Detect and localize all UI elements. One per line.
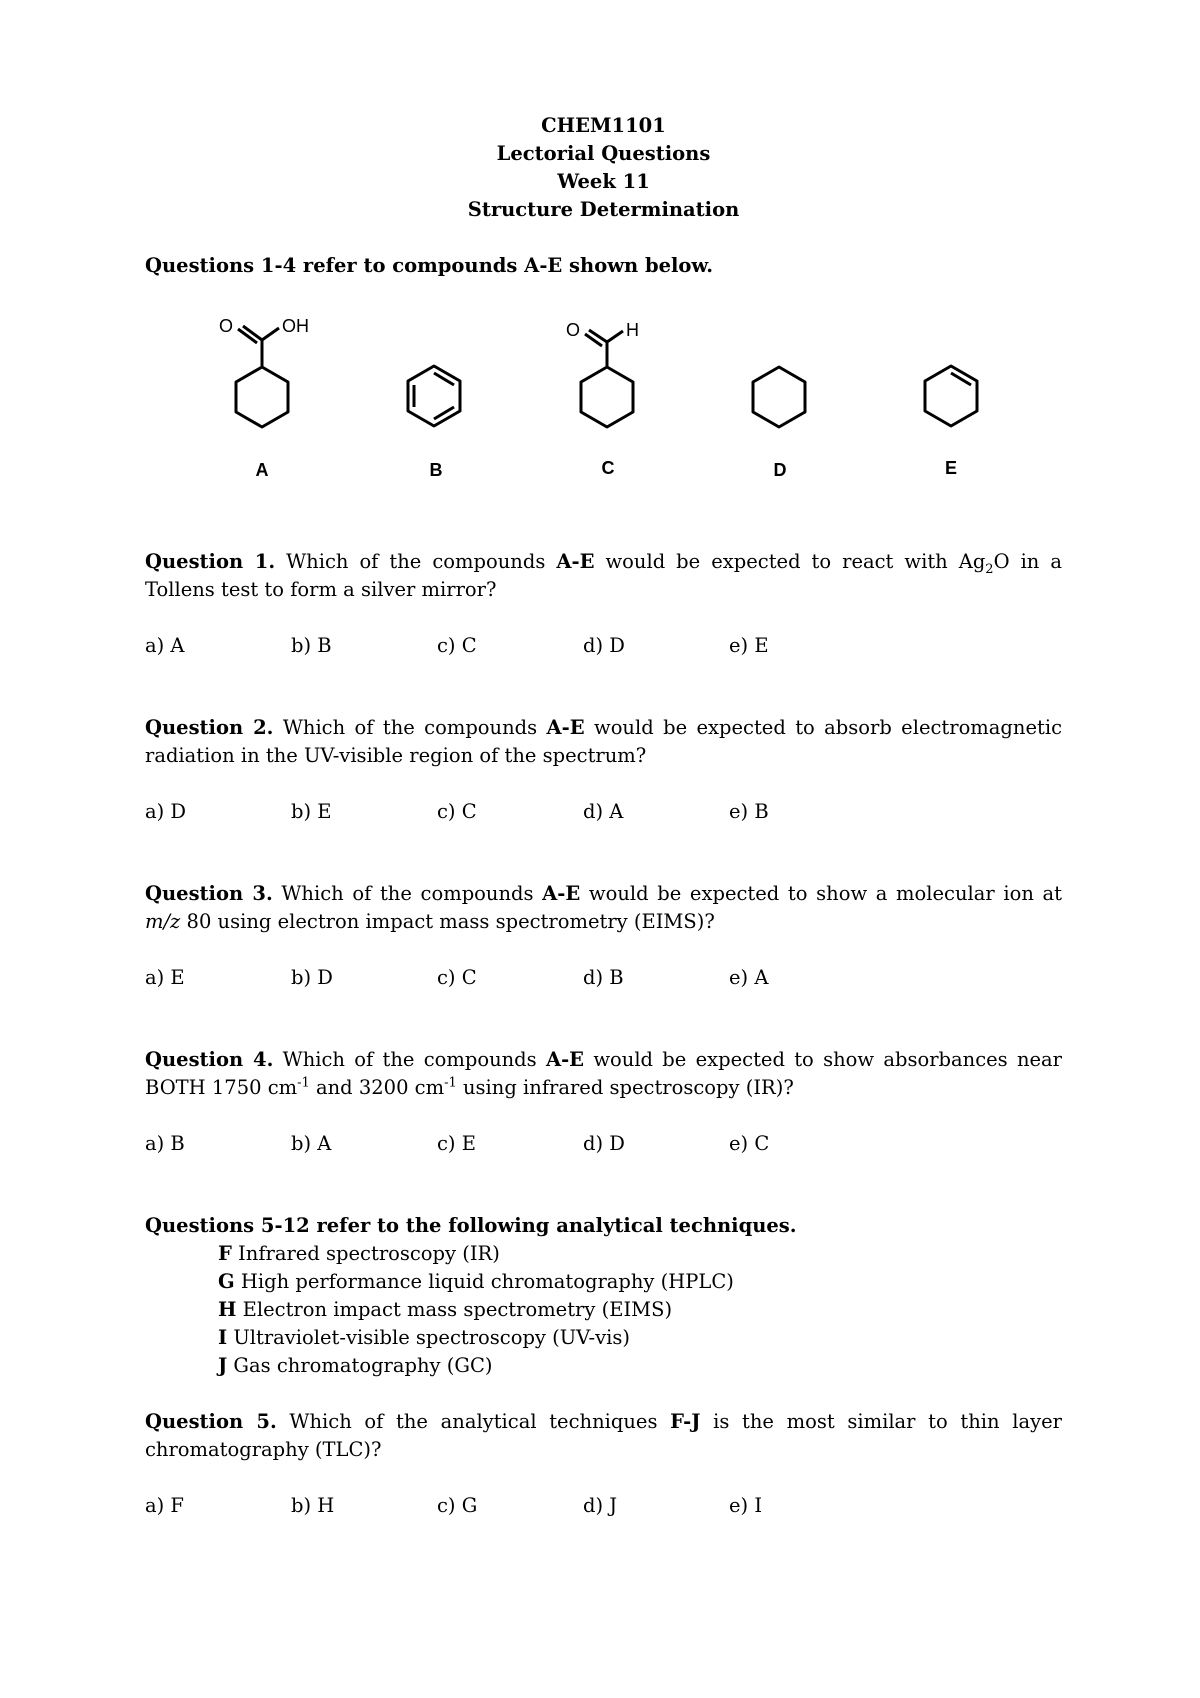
compound-label-a: A [255,460,269,480]
compound-a-structure [236,326,288,427]
question-1-text-2: would be expected to react with Ag [594,550,986,573]
question-3-text-2: would be expected to show a molecular ion at [580,882,1063,905]
technique-letter: H [218,1298,237,1321]
question-4-text: Which of the compounds [273,1048,546,1071]
question-1-heading: Question 1. [145,550,276,573]
compound-b-structure [408,366,460,426]
technique-letter: F [218,1242,232,1265]
compound-c-structure [581,330,633,427]
technique-name: Electron impact mass spectrometry (EIMS) [236,1298,673,1321]
technique-list [218,1240,1062,1380]
option-b[interactable]: b) A [291,1132,332,1155]
question-3 [145,880,1062,936]
technique-name: Infrared spectroscopy (IR) [231,1242,500,1265]
question-4-text-3: and 3200 cm [309,1076,445,1099]
document-page [145,112,1062,1520]
question-1-ref: A-E [556,550,595,573]
compound-c-oxygen: O [566,320,581,340]
compound-e-structure [925,366,977,426]
option-d[interactable]: d) A [583,800,624,823]
document-header [145,112,1062,224]
technique-name: Gas chromatography (GC) [227,1354,493,1377]
question-2-text: Which of the compounds [273,716,547,739]
question-1-text-3: O in a Tollens test to form a silver mirror? [145,550,1063,601]
compound-d-structure [753,367,805,427]
question-2 [145,714,1062,770]
question-2-text-2: would be expected to absorb electromagnetic radiation in the UV-visible region of the spectrum? [145,716,1062,767]
option-a[interactable]: a) F [145,1494,184,1517]
compound-a-oxygen: O [219,316,234,336]
question-3-ref: A-E [542,882,581,905]
option-a[interactable]: a) D [145,800,187,823]
question-5-text: Which of the analytical techniques [276,1410,671,1433]
question-4-superscript-1: -1 [297,1075,310,1091]
option-b[interactable]: b) B [291,634,332,657]
compound-label-b: B [429,460,443,480]
question-3-text: Which of the compounds [272,882,543,905]
section1-intro: Questions 1-4 refer to compounds A-E shown below. [145,254,714,277]
section2-intro: Questions 5-12 refer to the following analytical techniques. [145,1214,797,1237]
question-3-options [145,964,1062,992]
option-c[interactable]: c) C [437,966,477,989]
option-b[interactable]: b) E [291,800,332,823]
question-4-options [145,1130,1062,1158]
option-b[interactable]: b) H [291,1494,335,1517]
option-e[interactable]: e) A [729,966,769,989]
technique-name: High performance liquid chromatography (HPLC) [234,1270,734,1293]
technique-letter: J [218,1354,228,1377]
technique-item [218,1352,1062,1380]
option-b[interactable]: b) D [291,966,333,989]
question-4 [145,1046,1062,1102]
question-2-options [145,798,1062,826]
option-c[interactable]: c) C [437,800,477,823]
topic-title: Structure Determination [467,198,740,221]
week-label: Week 11 [557,170,650,193]
technique-item [218,1268,1062,1296]
option-e[interactable]: e) C [729,1132,770,1155]
option-e[interactable]: e) B [729,800,769,823]
compound-a-hydroxyl: OH [282,316,309,336]
compound-label-e: E [944,458,958,478]
technique-name: Ultraviolet-visible spectroscopy (UV-vis) [227,1326,630,1349]
option-a[interactable]: a) A [145,634,185,657]
question-4-text-2: would be expected to show absorbances near BOTH 1750 cm [145,1048,1062,1099]
course-code: CHEM1101 [541,114,666,137]
question-1-text: Which of the compounds [275,550,557,573]
option-d[interactable]: d) J [583,1494,618,1517]
structures-diagram [145,280,1062,548]
question-4-superscript-2: -1 [444,1075,457,1091]
question-3-heading: Question 3. [145,882,273,905]
question-4-text-4: using infrared spectroscopy (IR)? [456,1076,794,1099]
technique-letter: I [218,1326,228,1349]
option-d[interactable]: d) D [583,634,625,657]
question-1-subscript: 2 [985,561,994,577]
technique-item [218,1240,1062,1268]
compound-structures [145,280,1062,548]
question-5-ref: F-J [670,1410,701,1433]
option-a[interactable]: a) E [145,966,185,989]
question-2-heading: Question 2. [145,716,274,739]
compound-c-hydrogen: H [626,320,639,340]
technique-letter: G [218,1270,235,1293]
option-d[interactable]: d) B [583,966,624,989]
option-d[interactable]: d) D [583,1132,625,1155]
technique-item [218,1296,1062,1324]
question-1-options [145,632,1062,660]
question-2-ref: A-E [546,716,585,739]
compound-label-d: D [773,460,787,480]
question-5-options [145,1492,1062,1520]
question-4-ref: A-E [545,1048,585,1071]
question-4-heading: Question 4. [145,1048,274,1071]
option-c[interactable]: c) E [437,1132,476,1155]
option-e[interactable]: e) I [729,1494,763,1517]
question-1 [145,548,1062,604]
technique-item [218,1324,1062,1352]
option-c[interactable]: c) G [437,1494,478,1517]
question-5-text-2: is the most similar to thin layer chromatography (TLC)? [145,1410,1063,1461]
document-subtitle: Lectorial Questions [496,142,711,165]
option-e[interactable]: e) E [729,634,769,657]
option-a[interactable]: a) B [145,1132,185,1155]
question-3-italic: m/z [145,910,181,933]
question-5-heading: Question 5. [145,1410,277,1433]
option-c[interactable]: c) C [437,634,477,657]
compound-label-c: C [601,458,615,478]
question-5 [145,1408,1062,1464]
question-3-text-3: 80 using electron impact mass spectrometry (EIMS)? [180,910,715,933]
